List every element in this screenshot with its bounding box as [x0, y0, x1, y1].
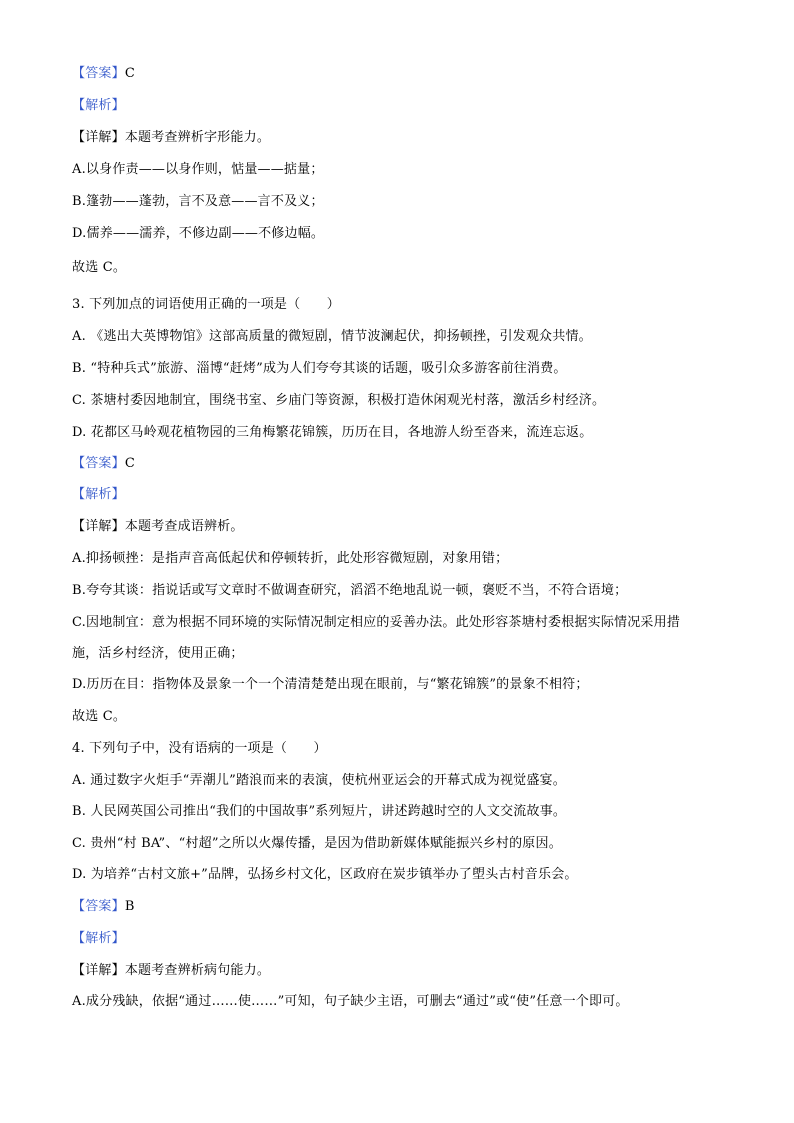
explanation-item: A.以身作责——以身作则，惦量——掂量； [72, 162, 324, 177]
question-option: D. 为培养“古村文旅+”品牌，弘扬乡村文化，区政府在炭步镇举办了塱头古村音乐会。 [72, 867, 578, 882]
question-option: B. “特种兵式”旅游、淄博“赶烤”成为人们夸夸其谈的话题，吸引众多游客前往消费。 [72, 361, 567, 376]
answer-tag: 【答案】 [72, 899, 125, 914]
question-option: A. 《逃出大英博物馆》这部高质量的微短剧，情节波澜起伏，抑扬顿挫，引发观众共情。 [72, 329, 592, 344]
explanation-item: B.篷勃——蓬勃，言不及意——言不及义； [72, 194, 324, 209]
answer-value: C [124, 66, 135, 81]
explanation-item: C.因地制宜：意为根据不同环境的实际情况制定相应的妥善办法。此处形容茶塘村委根据实际情况采用措 [72, 615, 681, 630]
explanation-item: A.抑扬顿挫：是指声音高低起伏和停顿转折，此处形容微短剧，对象用错； [72, 551, 509, 566]
explanation-item: B.夸夸其谈：指说话或写文章时不做调查研究，滔滔不绝地乱说一顿，褒贬不当，不符合语境； [72, 583, 628, 598]
detail-text: 本题考查辨析字形能力。 [124, 130, 271, 145]
explanation-item: D.历历在目：指物体及景象一个一个清清楚楚出现在眼前，与“繁花锦簇”的景象不相符； [72, 677, 589, 692]
detail-text: 本题考查辨析病句能力。 [124, 963, 271, 978]
explanation-item-continuation: 施，活乡村经济，使用正确； [72, 646, 244, 661]
analysis-line [72, 486, 734, 504]
answer-line [72, 455, 734, 473]
answer-line [72, 65, 734, 83]
analysis-tag: 【解析】 [72, 487, 125, 502]
answer-line [72, 898, 734, 916]
analysis-line [72, 930, 734, 948]
question-option: C. 贵州“村 BA”、“村超”之所以火爆传播，是因为借助新媒体赋能振兴乡村的原因。 [72, 836, 562, 851]
conclusion-line: 故选 C。 [72, 709, 127, 724]
question-stem: 3. 下列加点的词语使用正确的一项是（ ） [72, 297, 340, 312]
answer-tag: 【答案】 [72, 66, 125, 81]
analysis-tag: 【解析】 [72, 931, 125, 946]
question-option: C. 茶塘村委因地制宜，围绕书室、乡庙门等资源，积极打造休闲观光村落，激活乡村经济。 [72, 393, 606, 408]
conclusion-line: 故选 C。 [72, 260, 127, 275]
explanation-item: A.成分残缺，依据“通过……使……”可知，句子缺少主语，可删去“通过”或“使”任意一个即可。 [72, 994, 629, 1009]
detail-tag: 【详解】 [72, 519, 125, 534]
answer-tag: 【答案】 [72, 456, 125, 471]
answer-value: B [124, 899, 135, 914]
answer-value: C [124, 456, 135, 471]
detail-line [72, 962, 734, 980]
detail-line [72, 518, 734, 536]
question-option: A. 通过数字火炬手“弄潮儿”踏浪而来的表演，使杭州亚运会的开幕式成为视觉盛宴。 [72, 773, 566, 788]
detail-tag: 【详解】 [72, 963, 125, 978]
question-option: B. 人民网英国公司推出“我们的中国故事”系列短片，讲述跨越时空的人文交流故事。 [72, 804, 567, 819]
detail-line [72, 129, 734, 147]
detail-text: 本题考查成语辨析。 [124, 519, 244, 534]
detail-tag: 【详解】 [72, 130, 125, 145]
analysis-line [72, 97, 734, 115]
question-option: D. 花都区马岭观花植物园的三角梅繁花锦簇，历历在目，各地游人纷至沓来，流连忘返。 [72, 425, 593, 440]
analysis-tag: 【解析】 [72, 98, 125, 113]
question-stem: 4. 下列句子中，没有语病的一项是（ ） [72, 741, 327, 756]
explanation-item: D.儒养——濡养，不修边副——不修边幅。 [72, 226, 325, 241]
